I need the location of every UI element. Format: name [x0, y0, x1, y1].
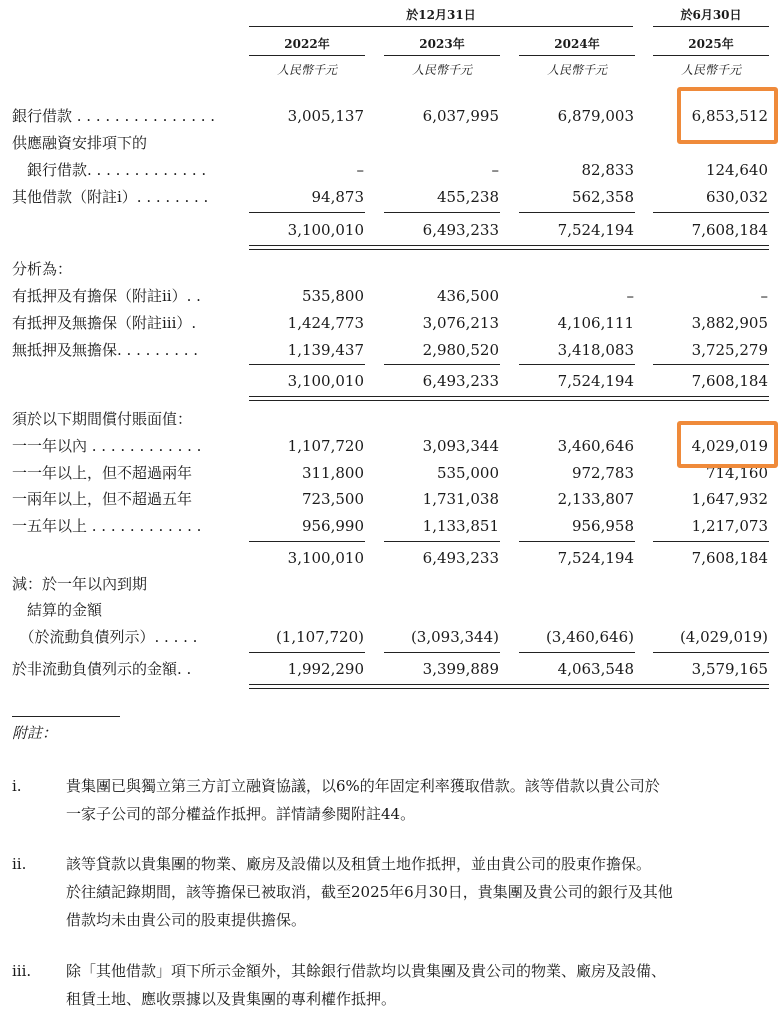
year-header-2024: 2024年	[554, 37, 600, 51]
row-label: 一五年以上 . . . . . . . . . . . .	[12, 517, 202, 535]
cell-2025: 1,647,932	[691, 490, 768, 508]
cell-2022: 535,800	[301, 287, 364, 305]
year-header-2023: 2023年	[419, 37, 465, 51]
notes-separator	[12, 716, 120, 717]
cell-2022: 1,992,290	[287, 660, 364, 678]
cell-2023: 535,000	[436, 464, 499, 482]
cell-2024: 3,418,083	[557, 341, 634, 359]
cell-2025: 7,608,184	[691, 372, 768, 390]
unit-label-2023: 人民幣千元	[411, 63, 472, 77]
row-settlement-amount	[0, 598, 783, 622]
note-line: 一家子公司的部分權益作抵押。詳情請參閱附註44。	[66, 805, 416, 823]
row-repayable-heading	[0, 407, 783, 431]
row-label: 減：於一年以內到期	[12, 575, 148, 593]
cell-2023: 1,133,851	[422, 517, 499, 535]
row-label: 銀行借款. . . . . . . . . . . . .	[12, 161, 207, 179]
row-label: 有抵押及無擔保（附註iii）.	[12, 314, 197, 332]
row-label: 無抵押及無擔保. . . . . . . . .	[12, 341, 199, 359]
row-supply-finance-heading	[0, 131, 783, 155]
subtotal-rule-top-2022	[249, 541, 365, 542]
highlight-box-bank-borrowings-2025	[677, 87, 778, 144]
cell-2023: 455,238	[436, 188, 499, 206]
unit-label-2025: 人民幣千元	[680, 63, 741, 77]
cell-2024: 4,106,111	[557, 314, 634, 332]
subtotal-rule-bottom-b	[249, 400, 769, 401]
subtotal-rule-bottom-a	[249, 396, 769, 397]
row-unsecured-unguaranteed	[0, 338, 783, 362]
note-i-text	[66, 772, 772, 828]
cell-2024: 4,063,548	[557, 660, 634, 678]
row-label: 結算的金額	[12, 601, 103, 619]
row-current-liabilities	[0, 625, 783, 649]
subtotal-rule-top-2025	[653, 212, 769, 213]
cell-2022: 311,800	[301, 464, 364, 482]
cell-2024: 82,833	[581, 161, 634, 179]
cell-2025: 3,579,165	[691, 660, 768, 678]
unit-label-2024: 人民幣千元	[546, 63, 607, 77]
row-subtotal-borrowings	[0, 218, 783, 242]
cell-2023: 1,731,038	[422, 490, 499, 508]
year-header-rule-2022	[249, 55, 365, 56]
cell-2023: 2,980,520	[422, 341, 499, 359]
year-header-rule-2023	[384, 55, 500, 56]
subtotal-rule-top-2023	[384, 212, 500, 213]
cell-2024: 7,524,194	[557, 372, 634, 390]
row-non-current-liabilities	[0, 657, 783, 681]
cell-2023: 6,493,233	[422, 549, 499, 567]
cell-2023: 6,493,233	[422, 221, 499, 239]
cell-2025: 7,608,184	[691, 549, 768, 567]
subtotal-rule-top-2025	[653, 364, 769, 365]
subtotal-rule-top-2024	[519, 364, 635, 365]
cell-2022: 94,873	[311, 188, 364, 206]
subtotal-rule-top-2022	[249, 212, 365, 213]
cell-2022: 956,990	[301, 517, 364, 535]
cell-2022: –	[356, 161, 364, 179]
cell-2025: 124,640	[705, 161, 768, 179]
year-header-2025: 2025年	[688, 37, 734, 51]
subtotal-rule-top-2024	[519, 541, 635, 542]
cell-2025: –	[760, 287, 768, 305]
year-header-rule-2025	[653, 55, 769, 56]
note-iii-marker: iii.	[12, 962, 32, 980]
note-line: 貴集團已與獨立第三方訂立融資協議，以6%的年固定利率獲取借款。該等借款以貴公司於	[66, 777, 660, 795]
cell-2023: 3,093,344	[422, 437, 499, 455]
cell-2024: 3,460,646	[557, 437, 634, 455]
row-two-to-five-years	[0, 487, 783, 511]
cell-2022: 1,107,720	[287, 437, 364, 455]
row-one-to-two-years	[0, 461, 783, 485]
cell-2022: 1,424,773	[287, 314, 364, 332]
row-analysed-as-heading	[0, 257, 783, 281]
subtotal-rule-top-2024	[519, 652, 635, 653]
cell-2022: 3,100,010	[287, 372, 364, 390]
cell-2022: 723,500	[301, 490, 364, 508]
row-supply-finance-bank-borrowings	[0, 158, 783, 182]
row-over-five-years	[0, 514, 783, 538]
note-line: 該等貸款以貴集團的物業、廠房及設備以及租賃土地作抵押，並由貴公司的股東作擔保。	[66, 855, 652, 873]
cell-2024: 6,879,003	[557, 107, 634, 125]
cell-2023: 3,399,889	[422, 660, 499, 678]
subtotal-rule-top-2024	[519, 212, 635, 213]
note-ii-text	[66, 850, 772, 934]
row-subtotal-analysis	[0, 369, 783, 393]
row-label: 銀行借款 . . . . . . . . . . . . . . .	[12, 107, 216, 125]
subtotal-rule-bottom-b	[249, 249, 769, 250]
subtotal-rule-top-2025	[653, 541, 769, 542]
row-label: 一一年以內 . . . . . . . . . . . .	[12, 437, 202, 455]
subtotal-rule-top-2023	[384, 541, 500, 542]
cell-2023: 3,076,213	[422, 314, 499, 332]
row-secured-guaranteed	[0, 284, 783, 308]
row-label: （於流動負債列示）. . . . .	[12, 628, 198, 646]
row-label: 一兩年以上，但不超過五年	[12, 490, 193, 508]
subtotal-rule-top-2022	[249, 364, 365, 365]
row-label: 一一年以上，但不超過兩年	[12, 464, 193, 482]
cell-2025: 714,160	[705, 464, 768, 482]
note-ii-marker: ii.	[12, 855, 27, 873]
unit-label-2022: 人民幣千元	[276, 63, 337, 77]
row-within-one-year	[0, 434, 783, 458]
cell-2024: (3,460,646)	[545, 628, 634, 646]
row-less-heading	[0, 572, 783, 596]
subtotal-rule-top-2023	[384, 364, 500, 365]
cell-2024: 956,958	[571, 517, 634, 535]
cell-2023: –	[491, 161, 499, 179]
subtotal-rule-top-2022	[249, 652, 365, 653]
total-rule-bottom-b	[249, 688, 769, 689]
total-rule-bottom-a	[249, 684, 769, 685]
year-header-rule-2024	[519, 55, 635, 56]
cell-2024: 7,524,194	[557, 221, 634, 239]
cell-2023: 436,500	[436, 287, 499, 305]
note-line: 租賃土地、應收票據以及貴集團的專利權作抵押。	[66, 990, 397, 1008]
row-label: 供應融資安排項下的	[12, 134, 148, 152]
cell-2023: 6,037,995	[422, 107, 499, 125]
period-header-dec31-rule	[249, 26, 633, 27]
notes-title: 附註：	[12, 724, 58, 742]
highlight-box-within-one-year-2025	[677, 421, 778, 468]
cell-2022: 3,005,137	[287, 107, 364, 125]
subtotal-rule-bottom-a	[249, 245, 769, 246]
note-line: 於往績記錄期間，該等擔保已被取消，截至2025年6月30日，貴集團及貴公司的銀行及其他	[66, 883, 673, 901]
year-header-2022: 2022年	[284, 37, 330, 51]
subtotal-rule-top-2025	[653, 652, 769, 653]
cell-2025: 4,029,019	[691, 437, 768, 455]
row-secured-unguaranteed	[0, 311, 783, 335]
row-label: 分析為：	[12, 260, 73, 278]
period-header-dec31: 於12月31日	[406, 8, 476, 22]
row-label: 其他借款（附註i）. . . . . . . .	[12, 188, 209, 206]
note-line: 除「其他借款」項下所示金額外，其餘銀行借款均以貴集團及貴公司的物業、廠房及設備、	[66, 962, 667, 980]
cell-2025: 1,217,073	[691, 517, 768, 535]
cell-2022: 3,100,010	[287, 221, 364, 239]
row-label: 有抵押及有擔保（附註ii）. .	[12, 287, 201, 305]
cell-2022: (1,107,720)	[275, 628, 364, 646]
note-iii-text	[66, 957, 772, 1013]
cell-2025: 630,032	[705, 188, 768, 206]
cell-2022: 3,100,010	[287, 549, 364, 567]
row-other-borrowings	[0, 185, 783, 209]
row-bank-borrowings	[0, 104, 783, 128]
cell-2025: 3,725,279	[691, 341, 768, 359]
cell-2023: (3,093,344)	[410, 628, 499, 646]
cell-2024: –	[626, 287, 634, 305]
cell-2023: 6,493,233	[422, 372, 499, 390]
row-label: 於非流動負債列示的金額. .	[12, 660, 192, 678]
cell-2022: 1,139,437	[287, 341, 364, 359]
note-line: 借款均未由貴公司的股東提供擔保。	[66, 911, 307, 929]
cell-2024: 7,524,194	[557, 549, 634, 567]
cell-2024: 972,783	[571, 464, 634, 482]
cell-2024: 2,133,807	[557, 490, 634, 508]
cell-2025: 6,853,512	[691, 107, 768, 125]
subtotal-rule-top-2023	[384, 652, 500, 653]
cell-2025: 3,882,905	[691, 314, 768, 332]
cell-2024: 562,358	[571, 188, 634, 206]
period-header-jun30-rule	[653, 26, 769, 27]
cell-2025: (4,029,019)	[679, 628, 768, 646]
period-header-jun30: 於6月30日	[680, 8, 742, 22]
row-label: 須於以下期間償付賬面值：	[12, 410, 193, 428]
row-subtotal-maturity	[0, 546, 783, 570]
cell-2025: 7,608,184	[691, 221, 768, 239]
note-i-marker: i.	[12, 777, 22, 795]
